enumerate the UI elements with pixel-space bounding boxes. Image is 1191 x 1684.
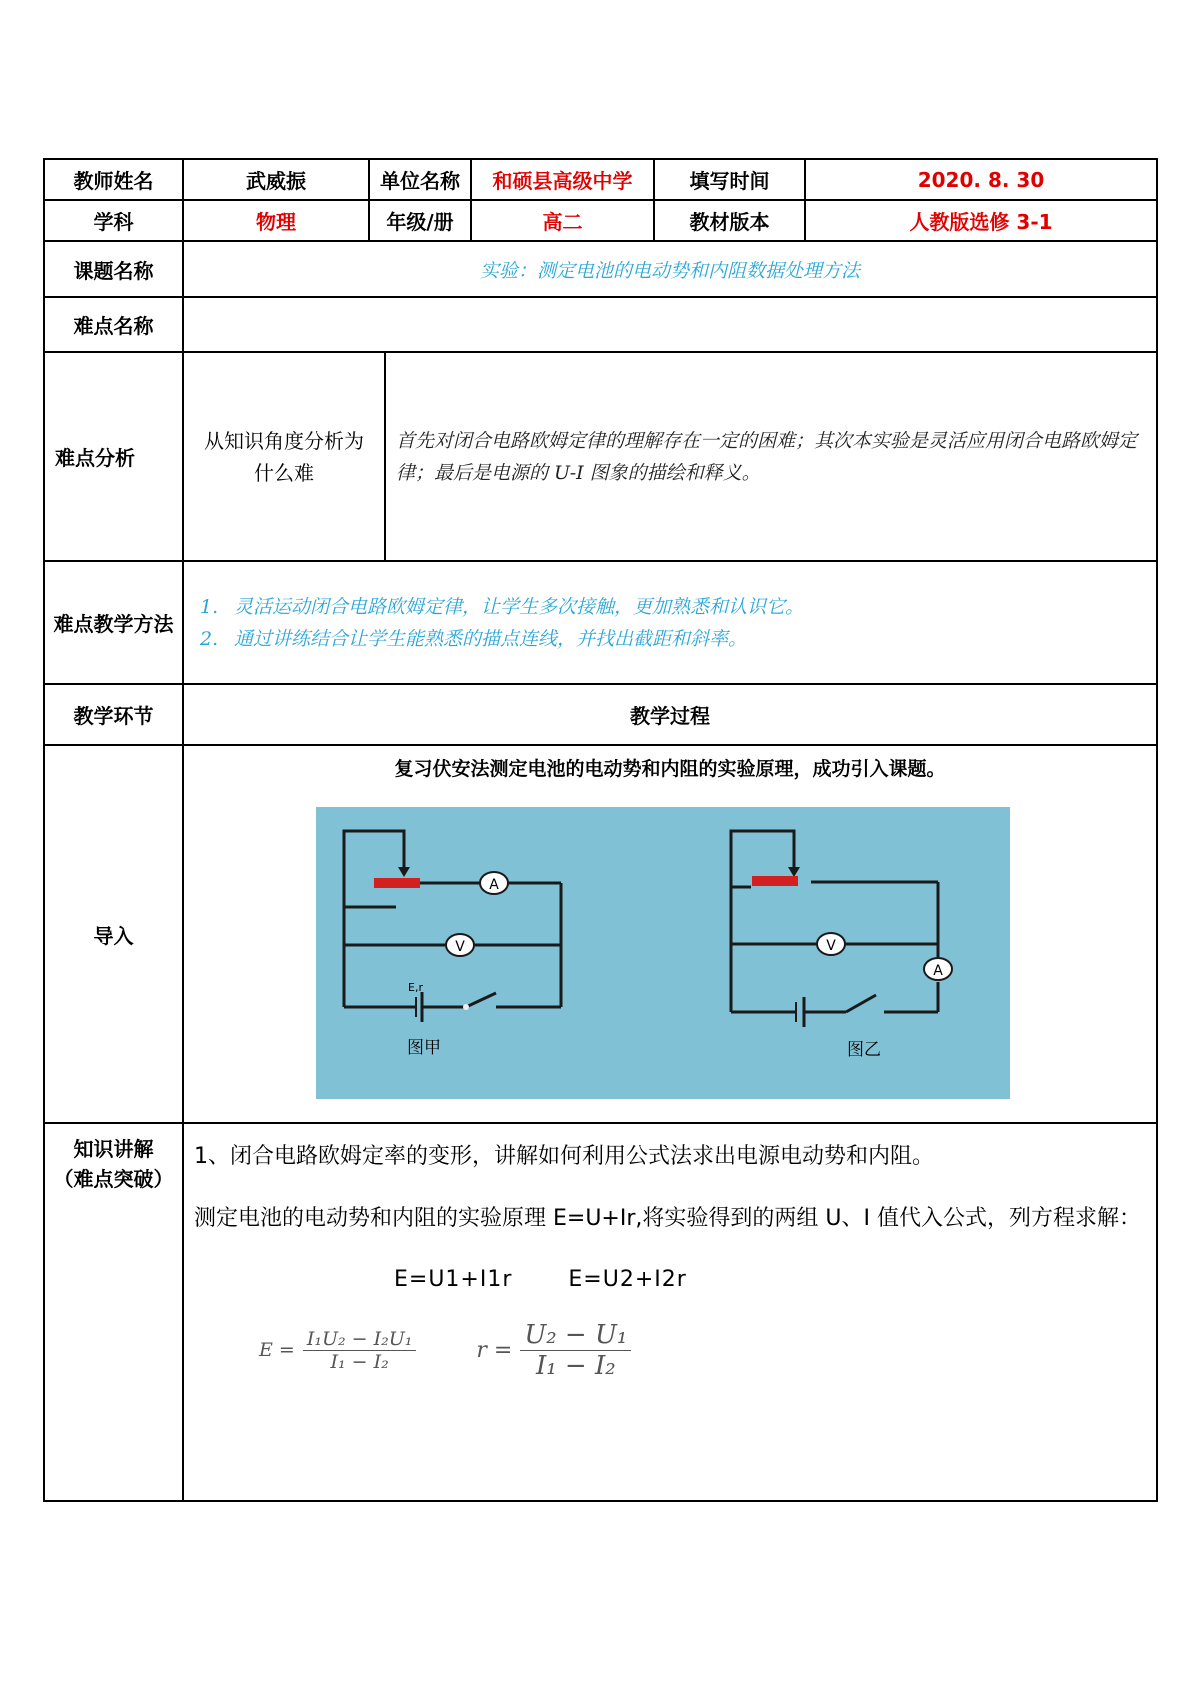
date-value: 2020. 8. 30 bbox=[805, 159, 1157, 200]
analysis-sublabel: 从知识角度分析为什么难 bbox=[184, 353, 386, 560]
teacher-value: 武威振 bbox=[183, 159, 369, 200]
subject-value: 物理 bbox=[183, 200, 369, 241]
topic-value: 实验：测定电池的电动势和内阻数据处理方法 bbox=[183, 241, 1157, 297]
svg-text:A: A bbox=[489, 877, 499, 893]
edition-label: 教材版本 bbox=[654, 200, 805, 241]
edition-value: 人教版选修 3-1 bbox=[805, 200, 1157, 241]
analysis-content bbox=[184, 353, 1156, 560]
method-list bbox=[184, 591, 1156, 655]
figure-caption-left: 图甲 bbox=[407, 1038, 441, 1058]
analysis-label: 难点分析 bbox=[44, 352, 183, 561]
switch-icon bbox=[463, 1004, 469, 1010]
subject-label: 学科 bbox=[44, 200, 183, 241]
rheostat-icon bbox=[374, 878, 420, 888]
knowledge-label: 知识讲解 （难点突破） bbox=[44, 1123, 183, 1501]
svg-text:A: A bbox=[933, 963, 943, 979]
topic-row bbox=[44, 241, 1157, 297]
analysis-text: 首先对闭合电路欧姆定律的理解存在一定的困难；其次本实验是灵活应用闭合电路欧姆定律；最后是电源的 U-I 图象的描绘和释义。 bbox=[396, 429, 1138, 484]
unit-value: 和硕县高级中学 bbox=[471, 159, 654, 200]
intro-row bbox=[44, 745, 1157, 1123]
battery-label: E,r bbox=[408, 981, 423, 994]
date-label: 填写时间 bbox=[654, 159, 805, 200]
rheostat-icon bbox=[752, 876, 798, 886]
header-row-1 bbox=[44, 159, 1157, 200]
equation-2: E=U2+I2r bbox=[568, 1267, 687, 1292]
grade-value: 高二 bbox=[471, 200, 654, 241]
analysis-row bbox=[44, 352, 1157, 561]
method-label: 难点教学方法 bbox=[44, 561, 183, 684]
teacher-label: 教师姓名 bbox=[44, 159, 183, 200]
method-row bbox=[44, 561, 1157, 684]
equation-1: E=U1+I1r bbox=[394, 1267, 513, 1292]
method-item: 1. 灵活运动闭合电路欧姆定律，让学生多次接触，更加熟悉和认识它。 bbox=[200, 595, 805, 618]
ammeter-icon-right bbox=[924, 958, 952, 980]
process-title: 教学过程 bbox=[183, 684, 1157, 745]
figure-caption-right: 图乙 bbox=[847, 1040, 881, 1060]
formula-r: r = $\frac{\text{U₂ − U₁}}{\text{I₁ − I₂}}$ bbox=[476, 1320, 631, 1381]
header-row-2 bbox=[44, 200, 1157, 241]
knowledge-para-1: 1、闭合电路欧姆定率的变形，讲解如何利用公式法求出电源电动势和内阻。 bbox=[194, 1144, 934, 1169]
intro-heading: 复习伏安法测定电池的电动势和内阻的实验原理，成功引入课题。 bbox=[394, 758, 946, 780]
svg-text:V: V bbox=[826, 938, 836, 954]
knowledge-row bbox=[44, 1123, 1157, 1501]
intro-label: 导入 bbox=[44, 745, 183, 1123]
method-item: 2. 通过讲练结合让学生能熟悉的描点连线，并找出截距和斜率。 bbox=[200, 627, 748, 650]
voltmeter-icon-right bbox=[817, 933, 845, 955]
svg-text:V: V bbox=[455, 939, 465, 955]
process-header-row bbox=[44, 684, 1157, 745]
process-section-label: 教学环节 bbox=[44, 684, 183, 745]
grade-label: 年级/册 bbox=[369, 200, 471, 241]
unit-label: 单位名称 bbox=[369, 159, 471, 200]
equation-pair bbox=[184, 1250, 1156, 1310]
circuit-figure bbox=[316, 807, 1010, 1099]
difficulty-value bbox=[183, 297, 1157, 352]
knowledge-para-2: 测定电池的电动势和内阻的实验原理 E=U+Ir,将实验得到的两组 U、I 值代入公式，列方程求解： bbox=[194, 1206, 1141, 1231]
difficulty-row bbox=[44, 297, 1157, 352]
voltmeter-icon-left bbox=[446, 934, 474, 956]
formula-E: E = $\frac{\text{I₁U₂ − I₂U₁}}{\text{I₁ − I₂}}$ bbox=[259, 1328, 416, 1373]
solution-formulas bbox=[184, 1310, 1156, 1390]
difficulty-label: 难点名称 bbox=[44, 297, 183, 352]
ammeter-icon-left bbox=[480, 872, 508, 894]
lesson-plan-table bbox=[43, 158, 1158, 1502]
topic-label: 课题名称 bbox=[44, 241, 183, 297]
